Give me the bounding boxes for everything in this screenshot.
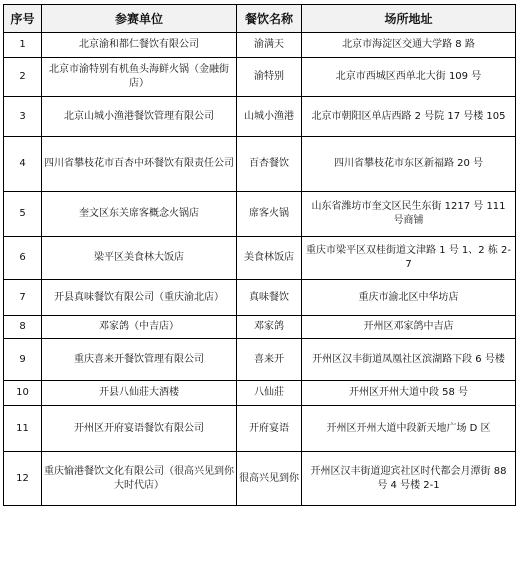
- cell-no: 10: [4, 381, 42, 406]
- cell-unit: 北京渝和都仁餐饮有限公司: [42, 33, 237, 58]
- cell-address: 开州区开州大道中段新天地广场 D 区: [302, 406, 516, 452]
- cell-name: 开府宴语: [237, 406, 302, 452]
- cell-name: 山城小渔港: [237, 97, 302, 137]
- table-row: [4, 192, 516, 237]
- cell-no: 3: [4, 97, 42, 137]
- cell-no: 2: [4, 58, 42, 97]
- table-row: [4, 452, 516, 506]
- table-row: [4, 237, 516, 280]
- cell-name: 很高兴见到你: [237, 452, 302, 506]
- cell-address: 开州区邓家鸽中吉店: [302, 316, 516, 339]
- header-unit: 参赛单位: [42, 5, 237, 33]
- table-row: [4, 33, 516, 58]
- header-address: 场所地址: [302, 5, 516, 33]
- cell-address: 北京市朝阳区单店西路 2 号院 17 号楼 105: [302, 97, 516, 137]
- table-row: [4, 316, 516, 339]
- table-row: [4, 406, 516, 452]
- table-row: [4, 381, 516, 406]
- header-name: 餐饮名称: [237, 5, 302, 33]
- cell-name: 真味餐饮: [237, 280, 302, 316]
- table-row: [4, 58, 516, 97]
- cell-unit: 邓家鸽（中吉店）: [42, 316, 237, 339]
- table-header-row: [4, 5, 516, 33]
- cell-address: 开州区汉丰街道凤凰社区滨湖路下段 6 号楼: [302, 339, 516, 381]
- cell-address: 重庆市渝北区中华坊店: [302, 280, 516, 316]
- cell-name: 席客火锅: [237, 192, 302, 237]
- cell-no: 4: [4, 137, 42, 192]
- cell-no: 11: [4, 406, 42, 452]
- cell-address: 开州区开州大道中段 58 号: [302, 381, 516, 406]
- cell-no: 12: [4, 452, 42, 506]
- cell-address: 四川省攀枝花市东区新福路 20 号: [302, 137, 516, 192]
- cell-name: 喜来开: [237, 339, 302, 381]
- cell-address: 北京市西城区西单北大街 109 号: [302, 58, 516, 97]
- table-row: [4, 137, 516, 192]
- cell-no: 9: [4, 339, 42, 381]
- restaurant-table: [3, 4, 516, 506]
- cell-name: 八仙莊: [237, 381, 302, 406]
- cell-name: 邓家鸽: [237, 316, 302, 339]
- cell-unit: 开县真味餐饮有限公司（重庆渝北店）: [42, 280, 237, 316]
- cell-name: 美食林饭店: [237, 237, 302, 280]
- cell-address: 开州区汉丰街道迎宾社区时代都会月潭街 88 号 4 号楼 2-1: [302, 452, 516, 506]
- cell-unit: 北京市渝特别有机鱼头海鲜火锅（金融街店）: [42, 58, 237, 97]
- table-row: [4, 97, 516, 137]
- cell-no: 7: [4, 280, 42, 316]
- cell-name: 渝特别: [237, 58, 302, 97]
- cell-address: 重庆市梁平区双桂街道文津路 1 号 1、2 栋 2-7: [302, 237, 516, 280]
- cell-unit: 重庆愉港餐饮文化有限公司（很高兴见到你大时代店）: [42, 452, 237, 506]
- cell-unit: 梁平区美食林大饭店: [42, 237, 237, 280]
- cell-unit: 四川省攀枝花市百杏中环餐饮有限责任公司: [42, 137, 237, 192]
- cell-name: 渝满天: [237, 33, 302, 58]
- cell-unit: 北京山城小渔港餐饮管理有限公司: [42, 97, 237, 137]
- cell-unit: 奎文区东关席客概念火锅店: [42, 192, 237, 237]
- table-row: [4, 339, 516, 381]
- cell-unit: 开县八仙莊大酒楼: [42, 381, 237, 406]
- cell-address: 山东省潍坊市奎文区民生东街 1217 号 111 号商铺: [302, 192, 516, 237]
- cell-address: 北京市海淀区交通大学路 8 路: [302, 33, 516, 58]
- cell-no: 5: [4, 192, 42, 237]
- cell-name: 百杏餐饮: [237, 137, 302, 192]
- cell-no: 1: [4, 33, 42, 58]
- cell-no: 8: [4, 316, 42, 339]
- cell-no: 6: [4, 237, 42, 280]
- header-no: 序号: [4, 5, 42, 33]
- cell-unit: 开州区开府宴语餐饮有限公司: [42, 406, 237, 452]
- cell-unit: 重庆喜来开餐饮管理有限公司: [42, 339, 237, 381]
- table-row: [4, 280, 516, 316]
